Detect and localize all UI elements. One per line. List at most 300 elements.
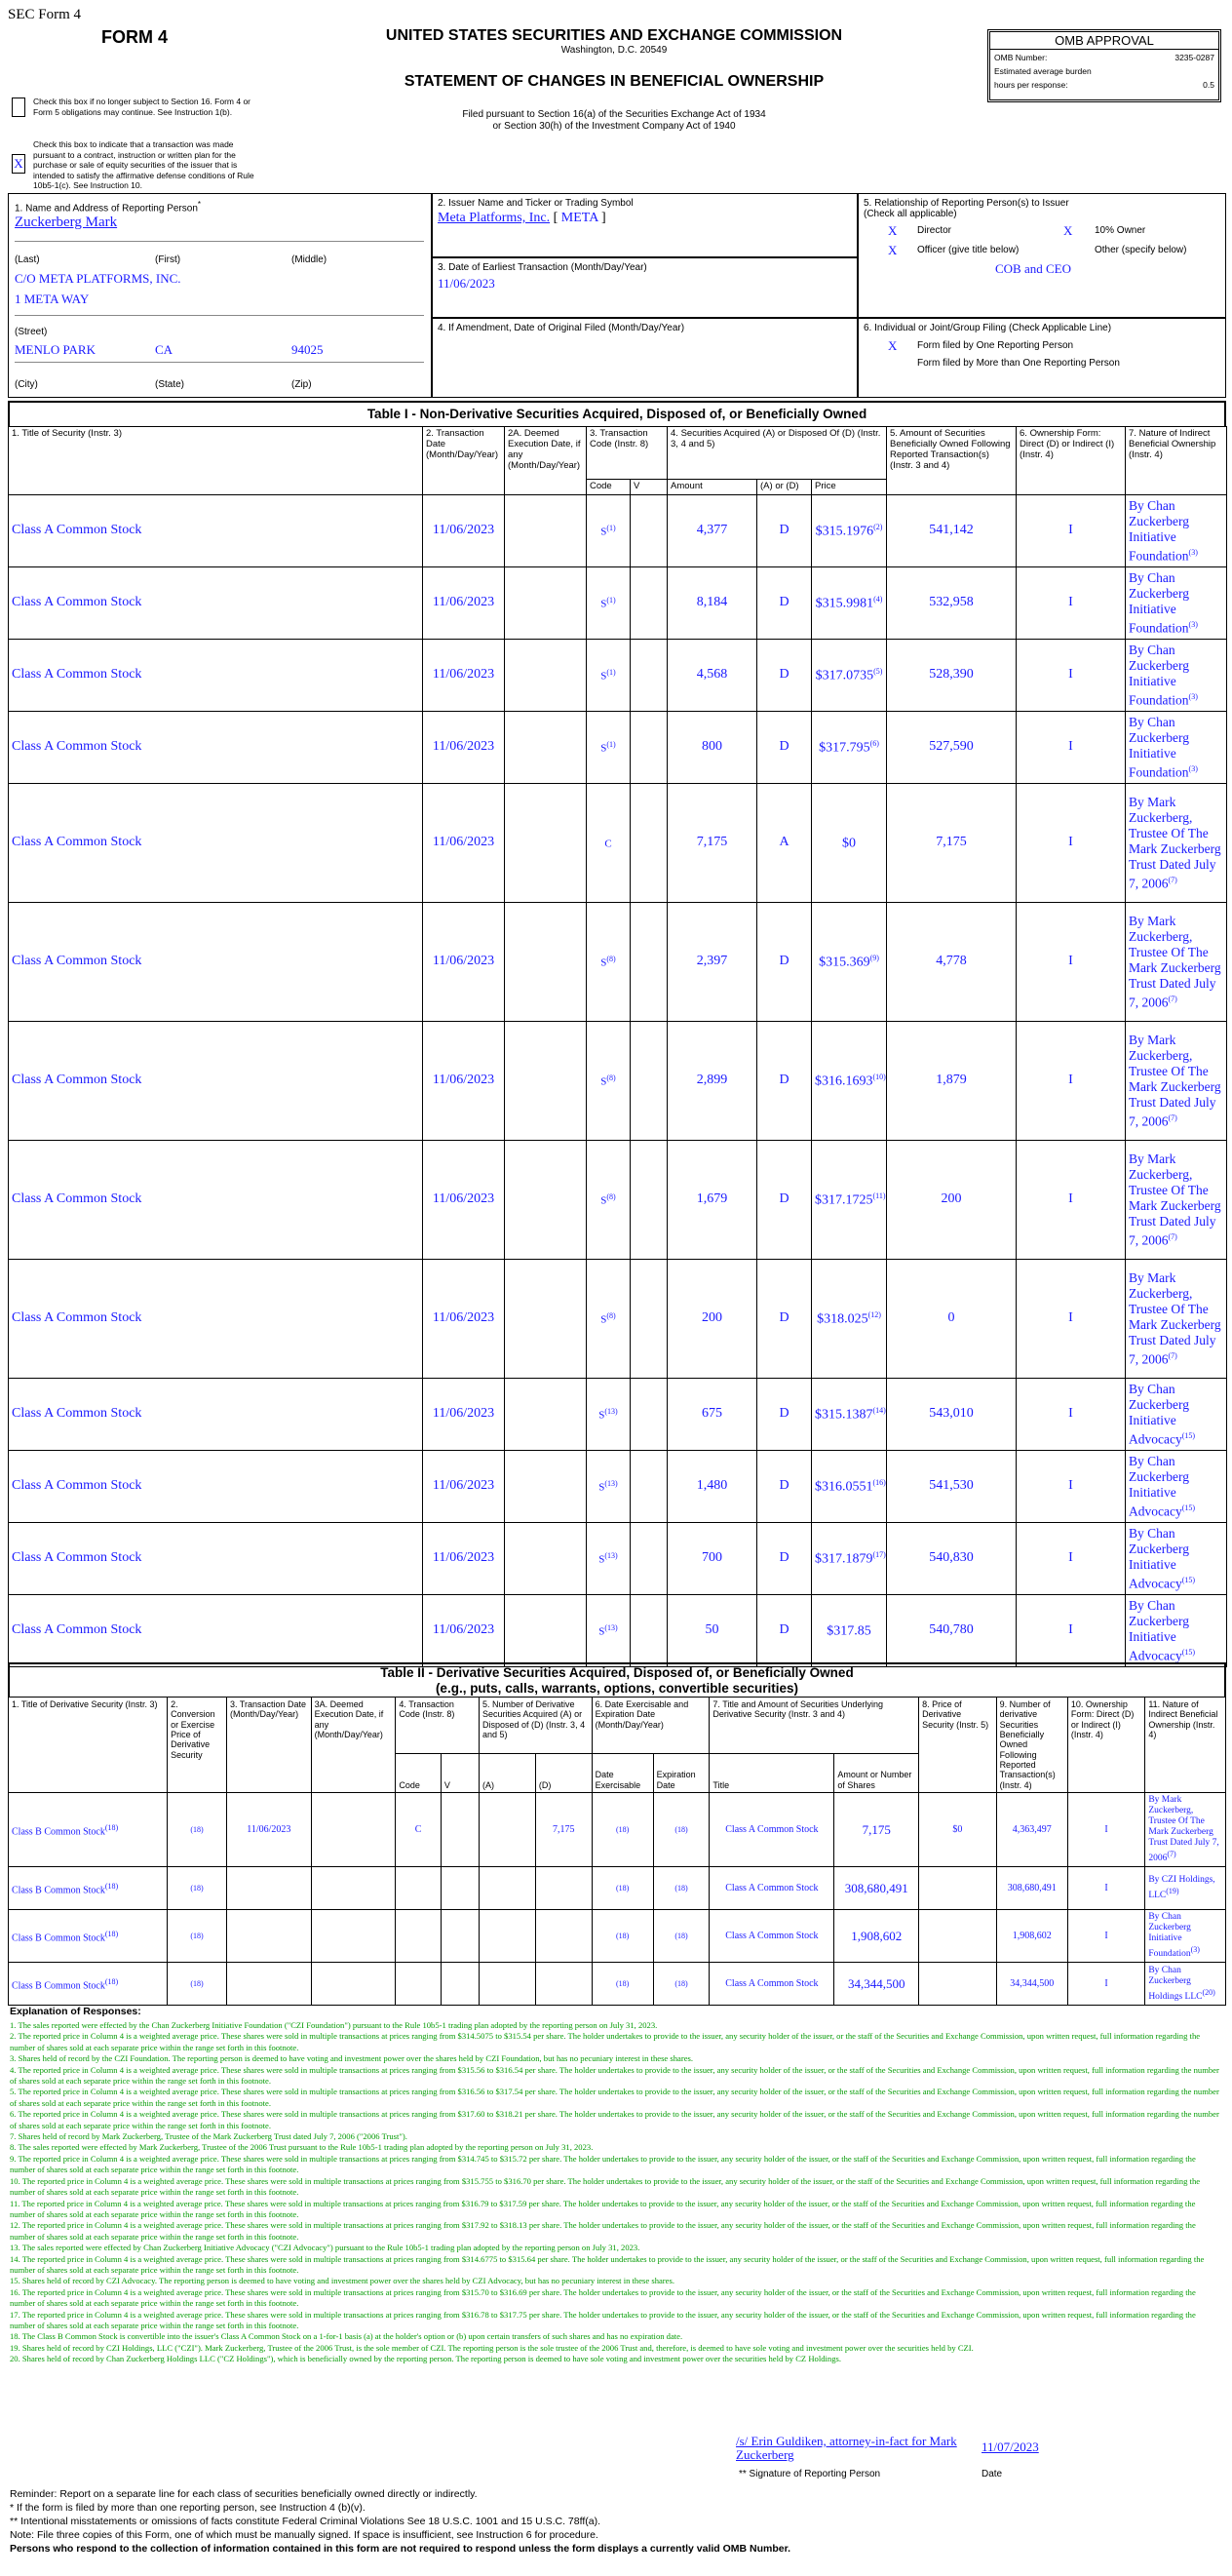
nature-text: By Chan Zuckerberg Initiative Advocacy: [1129, 1597, 1189, 1663]
transaction-date: 11/06/2023: [423, 1021, 505, 1140]
amount: 200: [668, 1259, 757, 1378]
reminder-line: Reminder: Report on a separate line for each class of securities beneficially owned directly or indirectly.: [10, 2488, 478, 2500]
ownership-form: I: [1017, 639, 1126, 711]
ownership-form: I: [1067, 1910, 1144, 1963]
t2-h-exercisable: 6. Date Exercisable and Expiration Date (Month/Day/Year): [592, 1698, 710, 1754]
table-row: [9, 1021, 1227, 1140]
footnote-item: 6. The reported price in Column 4 is a weighted average price. These shares were sold in multiple transactions at prices ranging from $317.60 to $318.21 per share. The holder undertakes to provide to the issuer, any security holder of the issuer, or the staff of the Securities and Exchange Commission, upon written request, full information regarding the number of shares sold at each separate price within the range set forth in this footnote.: [10, 2109, 1219, 2130]
city-label: (City): [15, 379, 38, 390]
derivative-title-footnote[interactable]: (18): [104, 1881, 119, 1891]
derivative-owned: 308,680,491: [996, 1867, 1067, 1910]
derivative-title-text: Class B Common Stock: [12, 1884, 105, 1895]
deemed-date: [505, 494, 587, 566]
code-value: S: [600, 1194, 607, 1207]
transaction-date: 11/06/2023: [423, 783, 505, 902]
t1-h-amount-sub: Amount: [668, 480, 757, 495]
date-label: Date: [982, 2469, 1003, 2479]
price-value: $315.1387: [815, 1407, 873, 1423]
nature-footnote[interactable]: (7): [1168, 1231, 1177, 1241]
code-footnote[interactable]: (13): [604, 1623, 618, 1633]
transaction-date: 11/06/2023: [423, 1450, 505, 1522]
price: [812, 1594, 887, 1666]
explanation-title: Explanation of Responses:: [10, 2006, 141, 2017]
one-person-check[interactable]: X: [888, 338, 898, 353]
acquired-a: [480, 1963, 536, 2006]
code-footnote[interactable]: (8): [606, 1311, 616, 1321]
price-value: $315.9981: [815, 596, 874, 611]
security-title: Class A Common Stock: [9, 1450, 423, 1522]
ownership-form: I: [1017, 711, 1126, 783]
owned-following: 527,590: [887, 711, 1017, 783]
acquired-disposed: D: [757, 1140, 812, 1259]
owned-following: 1,879: [887, 1021, 1017, 1140]
code-value: S: [600, 1075, 607, 1088]
omb-number-label: OMB Number:: [994, 53, 1048, 62]
security-title: Class A Common Stock: [9, 1378, 423, 1450]
t1-h-title: 1. Title of Security (Instr. 3): [9, 427, 423, 495]
table2-title-2: (e.g., puts, calls, warrants, options, convertible securities): [435, 1681, 799, 1696]
deemed-date: [505, 639, 587, 711]
nature-footnote[interactable]: (15): [1181, 1575, 1196, 1584]
nature-of-ownership: [1126, 1021, 1227, 1140]
price-value: $317.85: [827, 1623, 871, 1639]
security-title: Class A Common Stock: [9, 783, 423, 902]
agency-city: Washington, D.C. 20549: [560, 45, 668, 56]
underlying-amount: 7,175: [834, 1793, 919, 1867]
transaction-code: [396, 1867, 441, 1910]
footnote-item: 13. The sales reported were effected by Chan Zuckerberg Initiative Advocacy ("CZI Advocacy") pursuant to the Rule 10b5-1 trading plan adopted by the reporting person on July 31, 2023.: [10, 2243, 640, 2253]
nature-text: By Mark Zuckerberg, Trustee Of The Mark Zuckerberg Trust Dated July 7, 2006: [1129, 1032, 1221, 1129]
owned-following: 540,780: [887, 1594, 1017, 1666]
table-row: [9, 1963, 1226, 2006]
acquired-a: [480, 1867, 536, 1910]
footnote-item: 8. The sales reported were effected by Mark Zuckerberg, Trustee of the 2006 Trust pursuant to the Rule 10b5-1 trading plan adopted by the reporting person on July 31, 2023.: [10, 2142, 594, 2153]
ownership-form: I: [1017, 1021, 1126, 1140]
nature-footnote[interactable]: (3): [1188, 691, 1198, 701]
box1-star: *: [197, 200, 202, 209]
price: [812, 1021, 887, 1140]
owned-following: 200: [887, 1140, 1017, 1259]
deemed-date: [505, 1450, 587, 1522]
deemed-date: [505, 711, 587, 783]
deemed-date: [505, 1021, 587, 1140]
ownership-form: I: [1067, 1963, 1144, 2006]
state-label: (State): [155, 379, 185, 390]
footer-line-3: ** Intentional misstatements or omissions of facts constitute Federal Criminal Violations See 18 U.S.C. 1001 and 15 U.S.C. 78ff(a).: [10, 2516, 600, 2527]
street-label: (Street): [15, 327, 48, 337]
date-exercisable[interactable]: (18): [592, 1963, 653, 2006]
footnote-item: 3. Shares held of record by the CZI Foundation. The reporting person is deemed to have voting and investment power over the shares held by CZI Foundation, but has no pecuniary interest in these shares.: [10, 2053, 694, 2064]
v-cell: [631, 711, 668, 783]
deemed-date: [505, 783, 587, 902]
nature-text: By Chan Zuckerberg Initiative Foundation: [1148, 1912, 1191, 1960]
nature-of-ownership: [1126, 1259, 1227, 1378]
nature-text: By Mark Zuckerberg, Trustee Of The Mark Zuckerberg Trust Dated July 7, 2006: [1129, 794, 1221, 891]
t2-h-number: 5. Number of Derivative Securities Acquired (A) or Disposed of (D) (Instr. 3, 4 and 5): [480, 1698, 593, 1754]
t1-h-date: 2. Transaction Date (Month/Day/Year): [423, 427, 505, 495]
ownership-form: I: [1017, 1259, 1126, 1378]
nature-footnote[interactable]: (15): [1181, 1503, 1196, 1512]
expiration-date[interactable]: (18): [653, 1793, 710, 1867]
zip-label: (Zip): [291, 379, 312, 390]
t1-h-deemed: 2A. Deemed Execution Date, if any (Month/Day/Year): [505, 427, 587, 495]
box5-sublabel: (Check all applicable): [864, 209, 957, 219]
nature-footnote[interactable]: (7): [1168, 1112, 1177, 1122]
price: [812, 639, 887, 711]
footnote-item: 11. The reported price in Column 4 is a weighted average price. These shares were sold in multiple transactions at prices ranging from $316.79 to $317.59 per share. The holder undertakes to provide to the issuer, any security holder of the issuer, or the staff of the Securities and Exchange Commission, upon written request, full information regarding the number of shares sold at each separate price within the range set forth in this footnote.: [10, 2198, 1196, 2219]
conversion-price[interactable]: (18): [168, 1910, 227, 1963]
footnote-item: 16. The reported price in Column 4 is a weighted average price. These shares were sold in multiple transactions at prices ranging from $315.70 to $316.69 per share. The holder undertakes to provide to the issuer, any security holder of the issuer, or the staff of the Securities and Exchange Commission, upon written request, full information regarding the number of shares sold at each separate price within the range set forth in this footnote.: [10, 2286, 1196, 2309]
nature-footnote[interactable]: (15): [1181, 1430, 1196, 1440]
owned-following: 541,530: [887, 1450, 1017, 1522]
price: [812, 566, 887, 639]
owned-following: 7,175: [887, 783, 1017, 902]
price-footnote[interactable]: (12): [867, 1309, 881, 1319]
transaction-date: 11/06/2023: [423, 1259, 505, 1378]
derivative-title-text: Class B Common Stock: [12, 1932, 105, 1943]
nature-text: By Chan Zuckerberg Initiative Advocacy: [1129, 1525, 1189, 1591]
ownership-form: I: [1067, 1793, 1144, 1867]
price-footnote[interactable]: (9): [869, 953, 879, 962]
v-cell: [631, 494, 668, 566]
acquired-disposed: D: [757, 1378, 812, 1450]
code-value: S: [600, 670, 607, 683]
footnote-item: 9. The reported price in Column 4 is a weighted average price. These shares were sold in multiple transactions at prices ranging from $314.745 to $315.72 per share. The holder undertakes to provide to the issuer, any security holder of the issuer, or the staff of the Securities and Exchange Commission, upon written request, full information regarding the number of shares sold at each separate price within the range set forth in this footnote.: [10, 2153, 1196, 2175]
t2-h-deemed: 3A. Deemed Execution Date, if any (Month/Day/Year): [311, 1698, 396, 1793]
price-value: $317.0735: [815, 668, 874, 683]
v-cell: [441, 1867, 479, 1910]
nature-of-ownership: [1126, 902, 1227, 1021]
expiration-date[interactable]: (18): [653, 1867, 710, 1910]
nature-of-ownership: [1126, 1594, 1227, 1666]
table-row: [9, 1594, 1227, 1666]
reporting-person-name[interactable]: Zuckerberg Mark: [15, 215, 118, 230]
t2-h-de-sub: Date Exercisable: [592, 1754, 653, 1793]
nature-footnote[interactable]: (7): [1168, 994, 1177, 1003]
v-cell: [631, 566, 668, 639]
code-value: S: [600, 1313, 607, 1326]
conversion-price[interactable]: (18): [168, 1963, 227, 2006]
transaction-code: [587, 566, 631, 639]
price: [812, 1378, 887, 1450]
nature-footnote[interactable]: (3): [1188, 763, 1198, 773]
acquired-disposed: D: [757, 639, 812, 711]
nature-footnote[interactable]: (19): [1166, 1887, 1179, 1896]
footer-line-2: * If the form is filed by more than one reporting person, see Instruction 4 (b)(v).: [10, 2502, 366, 2514]
table-row: [9, 1910, 1226, 1963]
amount: 8,184: [668, 566, 757, 639]
code-footnote[interactable]: (1): [606, 668, 616, 678]
first-label: (First): [155, 254, 181, 265]
security-title: Class A Common Stock: [9, 1594, 423, 1666]
price-value: $317.795: [819, 740, 870, 756]
code-footnote[interactable]: (1): [606, 740, 616, 750]
nature-footnote[interactable]: (3): [1188, 619, 1198, 629]
table-row: [9, 1140, 1227, 1259]
security-title: Class A Common Stock: [9, 639, 423, 711]
underlying-title: Class A Common Stock: [710, 1910, 834, 1963]
acquired-disposed: D: [757, 1594, 812, 1666]
security-title: Class A Common Stock: [9, 902, 423, 1021]
derivative-title-footnote[interactable]: (18): [104, 1976, 119, 1986]
director-check[interactable]: X: [888, 223, 898, 238]
acquired-disposed: D: [757, 1021, 812, 1140]
owned-following: 540,830: [887, 1522, 1017, 1594]
price-footnote[interactable]: (6): [869, 738, 879, 748]
officer-label: Officer (give title below): [917, 245, 1020, 255]
transaction-code: [587, 1378, 631, 1450]
omb-number: 3235-0287: [1174, 53, 1214, 62]
t1-h-code: 3. Transaction Code (Instr. 8): [587, 427, 668, 480]
footnote-item: 19. Shares held of record by CZI Holdings, LLC ("CZI"). Mark Zuckerberg, Trustee of the 2006 Trust, is the sole member of CZI. The reporting person is the sole trustee of the 2006 Trust and, therefore, is deemed to have sole voting and investment power over the securities held by CZI.: [10, 2342, 974, 2353]
transaction-code: [587, 1450, 631, 1522]
nature-of-ownership: [1145, 1910, 1226, 1963]
nature-footnote[interactable]: (15): [1181, 1647, 1196, 1657]
owned-following: 532,958: [887, 566, 1017, 639]
derivative-owned: 1,908,602: [996, 1910, 1067, 1963]
nature-text: By Chan Zuckerberg Initiative Foundation: [1129, 497, 1189, 564]
nature-text: By Mark Zuckerberg, Trustee Of The Mark Zuckerberg Trust Dated July 7, 2006: [1148, 1795, 1219, 1864]
price-footnote[interactable]: (4): [873, 594, 883, 604]
amount: 4,377: [668, 494, 757, 566]
acquired-a: [480, 1793, 536, 1867]
amount: 700: [668, 1522, 757, 1594]
footnote-item: 14. The reported price in Column 4 is a weighted average price. These shares were sold in multiple transactions at prices ranging from $314.6775 to $315.64 per share. The holder undertakes to provide to the issuer, any security holder of the issuer, or the staff of the Securities and Exchange Commission, upon written request, full information regarding the number of shares sold at each separate price within the range set forth in this footnote.: [10, 2253, 1205, 2275]
acquired-disposed: D: [757, 902, 812, 1021]
amount: 50: [668, 1594, 757, 1666]
box6-label: 6. Individual or Joint/Group Filing (Check Applicable Line): [864, 323, 1112, 333]
v-cell: [631, 1378, 668, 1450]
code-footnote[interactable]: (13): [604, 1551, 618, 1561]
disposed-d: [535, 1963, 592, 2006]
rule10b5-checkbox[interactable]: X: [12, 154, 25, 174]
issuer-name[interactable]: Meta Platforms, Inc.: [438, 211, 551, 225]
t2-h-code-sub: Code: [396, 1754, 441, 1793]
code-value: S: [600, 956, 607, 969]
city-value: MENLO PARK: [15, 342, 96, 357]
nature-text: By Chan Zuckerberg Initiative Advocacy: [1129, 1381, 1189, 1447]
t2-h-ed-sub: Expiration Date: [653, 1754, 710, 1793]
nature-text: By Chan Zuckerberg Initiative Foundation: [1129, 569, 1189, 636]
section16-checkbox[interactable]: [12, 98, 25, 117]
nature-footnote[interactable]: (3): [1188, 547, 1198, 557]
price: [812, 1450, 887, 1522]
section16-text: Check this box if no longer subject to Section 16. Form 4 or Form 5 obligations may continue. See Instruction 1(b).: [33, 97, 251, 117]
footnote-item: 7. Shares held of record by Mark Zuckerberg, Trustee of the Mark Zuckerberg Trust dated July 7, 2006 ("2006 Trust").: [10, 2131, 407, 2142]
code-value: S: [600, 526, 607, 538]
t1-h-form: 6. Ownership Form: Direct (D) or Indirect (I) (Instr. 4): [1017, 427, 1126, 495]
price-value: $317.1725: [815, 1192, 873, 1208]
table-row: [9, 783, 1227, 902]
amendment-box: [432, 318, 858, 398]
price-footnote[interactable]: (17): [872, 1549, 886, 1559]
box5-label: 5. Relationship of Reporting Person(s) to Issuer: [864, 198, 1069, 209]
underlying-title: Class A Common Stock: [710, 1867, 834, 1910]
date-exercisable[interactable]: (18): [592, 1793, 653, 1867]
nature-text: By Mark Zuckerberg, Trustee Of The Mark Zuckerberg Trust Dated July 7, 2006: [1129, 1151, 1221, 1248]
date-exercisable[interactable]: (18): [592, 1867, 653, 1910]
date-exercisable[interactable]: (18): [592, 1910, 653, 1963]
code-footnote[interactable]: (1): [606, 524, 616, 533]
code-footnote[interactable]: (8): [606, 955, 616, 964]
nature-footnote[interactable]: (7): [1168, 875, 1177, 884]
acquired-disposed: D: [757, 1259, 812, 1378]
nature-text: By Chan Zuckerberg Holdings LLC: [1148, 1965, 1203, 2002]
transaction-code: [587, 494, 631, 566]
transaction-code: C: [396, 1793, 441, 1867]
transaction-code: [396, 1963, 441, 2006]
t2-h-d-sub: (D): [535, 1754, 592, 1793]
derivative-title: [9, 1867, 168, 1910]
t2-h-price: 8. Price of Derivative Security (Instr. 5): [919, 1698, 996, 1793]
transaction-date: 11/06/2023: [226, 1793, 311, 1867]
ownership-form: I: [1017, 566, 1126, 639]
t2-h-underlying: 7. Title and Amount of Securities Underlying Derivative Security (Instr. 3 and 4): [710, 1698, 919, 1754]
ownership-form: I: [1017, 1140, 1126, 1259]
nature-of-ownership: [1126, 1140, 1227, 1259]
nature-of-ownership: [1126, 494, 1227, 566]
price: [812, 1522, 887, 1594]
code-footnote[interactable]: (13): [604, 1479, 618, 1489]
v-cell: [631, 1259, 668, 1378]
issuer-box: 2. Issuer Name and Ticker or Trading Symbol Meta Platforms, Inc. [ META ]: [432, 193, 858, 257]
transaction-date: 11/06/2023: [423, 1594, 505, 1666]
table-row: [9, 1450, 1227, 1522]
omb-title: OMB APPROVAL: [990, 32, 1218, 50]
disposed-d: [535, 1867, 592, 1910]
address-line-2: 1 META WAY: [15, 292, 90, 306]
table2-title-1: Table II - Derivative Securities Acquired, Disposed of, or Beneficially Owned: [380, 1665, 854, 1680]
deemed-date: [505, 1378, 587, 1450]
price-footnote[interactable]: (14): [872, 1405, 886, 1415]
derivative-title-footnote[interactable]: (18): [104, 1929, 119, 1938]
expiration-date[interactable]: (18): [653, 1910, 710, 1963]
price: [812, 494, 887, 566]
price-value: $318.025: [817, 1311, 868, 1327]
officer-check[interactable]: X: [888, 243, 898, 257]
code-footnote[interactable]: (8): [606, 1192, 616, 1202]
nature-footnote[interactable]: (7): [1168, 1350, 1177, 1360]
transaction-date: 11/06/2023: [423, 1140, 505, 1259]
nature-footnote[interactable]: (20): [1202, 1987, 1215, 1997]
code-footnote[interactable]: (13): [604, 1407, 618, 1417]
signature-date: 11/07/2023: [982, 2439, 1039, 2454]
code-value: S: [600, 742, 607, 755]
t2-h-date: 3. Transaction Date (Month/Day/Year): [226, 1698, 311, 1793]
filed-line-1: Filed pursuant to Section 16(a) of the Securities Exchange Act of 1934: [462, 109, 766, 120]
v-cell: [441, 1963, 479, 2006]
disposed-d: [535, 1910, 592, 1963]
form-title: FORM 4: [101, 27, 169, 47]
deemed-date: [505, 1259, 587, 1378]
v-cell: [631, 1522, 668, 1594]
v-cell: [441, 1793, 479, 1867]
table-row: [9, 1378, 1227, 1450]
ticker-symbol: META: [560, 211, 598, 225]
transaction-code: [587, 1594, 631, 1666]
box4-label: 4. If Amendment, Date of Original Filed (Month/Day/Year): [438, 323, 685, 333]
signature-label: ** Signature of Reporting Person: [739, 2469, 881, 2479]
acquired-disposed: D: [757, 494, 812, 566]
v-cell: [441, 1910, 479, 1963]
owned-following: 541,142: [887, 494, 1017, 566]
price-footnote[interactable]: (5): [873, 666, 883, 676]
derivative-title: [9, 1910, 168, 1963]
owned-following: 528,390: [887, 639, 1017, 711]
nature-of-ownership: [1126, 1450, 1227, 1522]
t2-h-code: 4. Transaction Code (Instr. 8): [396, 1698, 480, 1754]
nature-of-ownership: [1126, 566, 1227, 639]
code-footnote[interactable]: (1): [606, 596, 616, 605]
deemed-date: [505, 902, 587, 1021]
footer-line-5: Persons who respond to the collection of information contained in this form are not required to respond unless the form displays a currently valid OMB Number.: [10, 2543, 791, 2555]
nature-footnote[interactable]: (3): [1190, 1945, 1200, 1955]
footnote-item: 15. Shares held of record by CZI Advocacy. The reporting person is deemed to have voting and investment power over the shares held by CZI Advocacy, but has no pecuniary interest in these shares.: [10, 2276, 674, 2286]
v-cell: [631, 639, 668, 711]
price-footnote[interactable]: (10): [872, 1072, 886, 1081]
footnote-item: 5. The reported price in Column 4 is a weighted average price. These shares were sold in multiple transactions at prices ranging from $316.56 to $317.54 per share. The holder undertakes to provide to the issuer, any security holder of the issuer, or the staff of the Securities and Exchange Commission, upon written request, full information regarding the number of shares sold at each separate price within the range set forth in this footnote.: [10, 2087, 1219, 2108]
explanation-notes: [10, 2020, 1222, 2365]
more-persons-label: Form filed by More than One Reporting Person: [917, 358, 1120, 369]
code-value: S: [598, 1409, 605, 1422]
table-row: [9, 902, 1227, 1021]
v-cell: [631, 783, 668, 902]
derivative-title-footnote[interactable]: (18): [104, 1822, 119, 1832]
nature-text: By Mark Zuckerberg, Trustee Of The Mark Zuckerberg Trust Dated July 7, 2006: [1129, 913, 1221, 1010]
signature: /s/ Erin Guldiken, attorney-in-fact for Mark Zuckerberg: [736, 2434, 957, 2462]
table-row: [9, 1867, 1226, 1910]
box2-label: 2. Issuer Name and Ticker or Trading Symbol: [438, 198, 634, 209]
price-footnote[interactable]: (2): [873, 522, 883, 531]
security-title: Class A Common Stock: [9, 566, 423, 639]
footnote-item: 20. Shares held of record by Chan Zuckerberg Holdings LLC ("CZ Holdings"), which is beneficially owned by the reporting person. The reporting person is deemed to have sole voting and investment power over the securities held by CZ Holdings.: [10, 2354, 841, 2364]
security-title: Class A Common Stock: [9, 1259, 423, 1378]
filed-line-2: or Section 30(h) of the Investment Company Act of 1940: [492, 121, 736, 132]
middle-label: (Middle): [291, 254, 327, 265]
deemed-date: [505, 566, 587, 639]
conversion-price[interactable]: (18): [168, 1793, 227, 1867]
t1-h-ad-sub: (A) or (D): [757, 480, 812, 495]
nature-of-ownership: [1145, 1867, 1226, 1910]
transaction-code: [396, 1910, 441, 1963]
amount: 2,899: [668, 1021, 757, 1140]
deemed-date: [311, 1867, 396, 1910]
price-footnote[interactable]: (16): [872, 1477, 886, 1487]
nature-of-ownership: [1145, 1793, 1226, 1867]
t2-h-amount-sub: Amount or Number of Shares: [834, 1754, 919, 1793]
acquired-disposed: D: [757, 711, 812, 783]
price-value: $315.369: [819, 955, 870, 970]
derivative-price: [919, 1910, 996, 1963]
price-footnote[interactable]: (11): [872, 1190, 886, 1200]
t1-h-code-sub: Code: [587, 480, 631, 495]
transaction-code: [587, 1522, 631, 1594]
transaction-date: 11/06/2023: [423, 1378, 505, 1450]
table-row: [9, 1259, 1227, 1378]
ten-percent-check[interactable]: X: [1063, 223, 1073, 238]
nature-footnote[interactable]: (7): [1167, 1850, 1176, 1859]
ten-percent-label: 10% Owner: [1095, 225, 1146, 236]
conversion-price[interactable]: (18): [168, 1867, 227, 1910]
nature-of-ownership: [1126, 1378, 1227, 1450]
nature-of-ownership: [1145, 1963, 1226, 2006]
t2-h-a-sub: (A): [480, 1754, 536, 1793]
nature-text: By Chan Zuckerberg Initiative Advocacy: [1129, 1453, 1189, 1519]
amount: 2,397: [668, 902, 757, 1021]
code-footnote[interactable]: (8): [606, 1073, 616, 1083]
expiration-date[interactable]: (18): [653, 1963, 710, 2006]
acquired-disposed: D: [757, 1522, 812, 1594]
